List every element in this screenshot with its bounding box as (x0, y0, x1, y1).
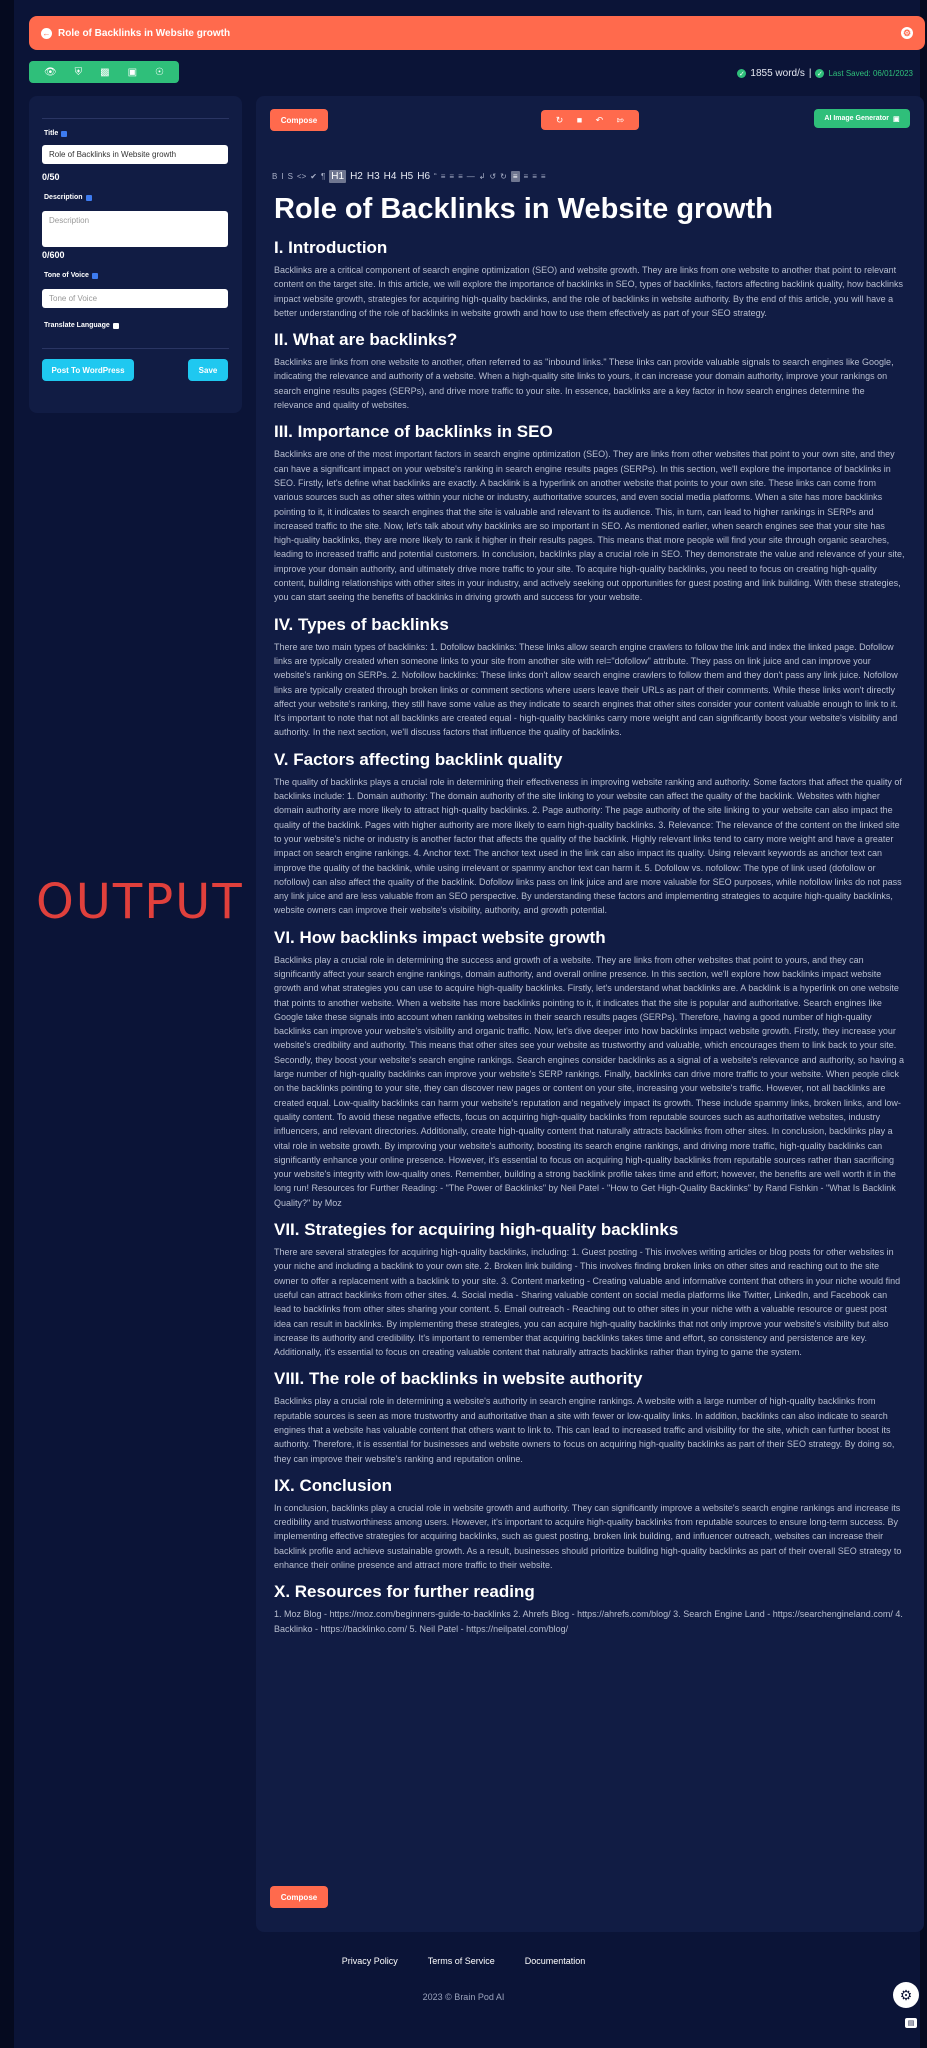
output-watermark: OUTPUT (36, 874, 244, 930)
h1-button[interactable]: H1 (331, 171, 345, 182)
footer-links (0, 1956, 927, 1966)
section-heading: II. What are backlinks? (274, 330, 458, 350)
section-body: 1. Moz Blog - https://moz.com/beginners-guide-to-backlinks 2. Ahrefs Blog - https://ahrefs.com/blog/ 3. Search Engine Land - https://searchengineland.com/ 4. Backlinko - https://backlinko.com/ 5. Neil Patel - https://neilpatel.com/blog/ (274, 1609, 903, 1634)
ai-image-label: AI Image Generator (824, 115, 889, 122)
sidebar-divider (42, 118, 229, 119)
word-rate: 1855 word/s (750, 68, 805, 79)
section-heading: V. Factors affecting backlink quality (274, 749, 563, 769)
description-textarea[interactable]: Description (42, 211, 228, 247)
tone-label: Tone of Voice (44, 272, 89, 279)
h6-button[interactable]: H6 (417, 171, 431, 182)
editor-actions (541, 110, 639, 130)
compose-button-bottom[interactable]: Compose (270, 1886, 328, 1908)
translate-label: Translate Language (44, 322, 110, 329)
section-heading: VII. Strategies for acquiring high-quality backlinks (274, 1220, 679, 1240)
shield-icon[interactable]: ⛨ (74, 66, 83, 78)
privacy-policy-link[interactable]: Privacy Policy (341, 1956, 398, 1966)
sidebar-divider (42, 348, 229, 349)
status-bar (737, 68, 913, 79)
task-list-button[interactable]: ≡ (458, 172, 463, 181)
document-title: Role of Backlinks in Website growth (58, 27, 231, 39)
quote-button[interactable]: “ (434, 172, 437, 181)
back-arrow-icon[interactable]: ← (42, 28, 51, 38)
documentation-link[interactable]: Documentation (524, 1956, 586, 1966)
section-body: Backlinks are links from one website to another, often referred to as "inbound links." These links can provide valuable signals to search engines like Google, indicating the relevance and authority of a website. When a high-quality site links to yours, it can increase your domain authority, improve your rankings on search engine results pages (SERPs), and drive more traffic to your site. In essence, backlinks are a key factor in how search engines determine the relevance and quality of websites. (274, 357, 894, 411)
section-heading: X. Resources for further reading (274, 1582, 535, 1602)
title-input[interactable]: Role of Backlinks in Website growth (42, 145, 228, 164)
settings-fab-gear-icon[interactable]: ⚙ (893, 1982, 919, 2008)
italic-button[interactable]: I (281, 172, 284, 181)
code-button[interactable]: <> (296, 172, 307, 181)
format-toolbar (272, 170, 546, 183)
article-title: Role of Backlinks in Website growth (274, 193, 773, 225)
view-toolbar (29, 61, 179, 83)
chat-icon[interactable]: ▤ (905, 2018, 917, 2028)
saved-check-icon: ✓ (817, 70, 823, 78)
chart-icon[interactable]: ▩ (100, 66, 110, 78)
ai-image-generator-button[interactable] (814, 109, 910, 128)
export-icon[interactable]: ⇰ (616, 114, 625, 125)
h5-button[interactable]: H5 (400, 171, 414, 182)
tone-input[interactable]: Tone of Voice (42, 289, 228, 308)
section-heading: IV. Types of backlinks (274, 614, 449, 634)
bullet-list-button[interactable]: ≡ (440, 172, 446, 181)
article-content[interactable] (274, 190, 906, 1636)
section-heading: VI. How backlinks impact website growth (274, 927, 606, 947)
title-checkbox[interactable] (61, 131, 67, 137)
align-center-button[interactable]: ≡ (523, 172, 529, 181)
align-justify-button[interactable]: ≡ (540, 172, 546, 181)
status-separator: | (808, 68, 812, 79)
ordered-list-button[interactable]: ≡ (449, 172, 455, 181)
h2-button[interactable]: H2 (350, 171, 363, 182)
terms-of-service-link[interactable]: Terms of Service (427, 1956, 495, 1966)
description-label-row (44, 194, 92, 201)
translate-checkbox[interactable] (113, 323, 119, 329)
compose-button[interactable]: Compose (270, 109, 328, 131)
tone-checkbox[interactable] (92, 273, 98, 279)
divider-button[interactable]: — (466, 172, 475, 181)
post-to-wordpress-button[interactable]: Post To WordPress (42, 359, 134, 381)
description-label: Description (44, 194, 83, 201)
paragraph-button[interactable]: ¶ (320, 172, 326, 181)
image-icon: ▣ (892, 115, 900, 123)
document-header (29, 16, 925, 50)
save-button[interactable]: Save (188, 359, 228, 381)
section-body: In conclusion, backlinks play a crucial role in website growth and authority. They can significantly improve a website's search engine rankings and increase its credibility and trustworthiness among users. However, it's important to acquire high-quality backlinks from reputable sources to ensure long-term success. By implementing effective strategies for acquiring backlinks, such as guest posting, broken link building, and influencer outreach, websites can increase their backlink profile and achieve sustainable growth. As a result, businesses should prioritize building high-quality backlinks as part of their overall SEO strategy to enhance their online presence and attract more traffic to their website. (274, 1502, 902, 1571)
copyright: 2023 © Brain Pod AI (422, 1992, 505, 2002)
translate-label-row (44, 322, 119, 329)
title-label-row (44, 130, 67, 137)
section-body: Backlinks are one of the most important factors in search engine optimization (SEO). They are links from other websites that point to your own site, and they can have a significant impact on your website's ranking in search engine results pages (SERPs). In this section, we'll explore the importance of backlinks in SEO. Firstly, let's define what backlinks are exactly. A backlink is a hyperlink on another website that points to your own site. These links can come from various sources such as other sites within your niche or industry, authoritative sources, and even social media platforms. When a site has more backlinks pointing to it, it indicates to search engines that the site is valuable and relevant to its audience. This, in turn, can lead to higher rankings in SERPs and increased traffic to the site. Now, let's talk about why backlinks are so important in SEO. As mentioned earlier, when search engines see that your site has high-quality backlinks, they are more likely to rank it higher in their results pages. This means that more people will find your site through organic searches, leading to increased traffic and potential customers. In conclusion, backlinks play a crucial role in SEO. They demonstrate the value and relevance of your site, improve your domain authority, and ultimately drive more traffic to your site. To acquire high-quality backlinks, you need to focus on creating high-quality content, building relationships with other sites in your industry, and actively seeking out opportunities for guest posting and link building. With these strategies, you can start seeing the benefits of backlinks in driving growth and success for your website. (274, 449, 905, 603)
section-body: Backlinks play a crucial role in determining the success and growth of a website. They are links from other websites that point to yours, and they can significantly affect your search engine rankings, domain authority, and overall online presence. In this section, we'll explore how backlinks impact website growth and what strategies you can use to acquire high-quality backlinks. Firstly, let's understand what backlinks are. A backlink is a hyperlink on one website that points to another website. When a website has more backlinks pointing to it, it indicates that the site is popular and authoritative. Search engines like Google take these signals into account when ranking websites in their search results pages (SERPs). Therefore, having a good number of high-quality backlinks can improve your website's visibility and organic traffic. Now, let's dive deeper into how backlinks impact website growth. Firstly, they increase your website's credibility and authority. This means that other sites see your website as trustworthy and valuable, which encourages them to link back to your site. Secondly, they boost your website's search engine rankings. Search engines consider backlinks as a signal of a website's relevance and authority, so having a large number of high-quality backlinks can improve your website's SERP rankings. Finally, backlinks can drive more traffic to your website. When people click on the backlinks pointing to your site, they can discover new pages or content on your site, increasing your website's traffic. However, not all backlinks are created equal. Low-quality backlinks can harm your website's reputation and negatively impact its growth. These include spammy links, broken links, and low-quality content. To avoid these negative effects, focus on acquiring high-quality backlinks from reputable sources such as authoritative websites, industry influencers, and relevant directories. Additionally, create high-quality content that naturally attracts backlinks from other sites. In conclusion, backlinks play a vital role in website growth. By improving your website's authority, boosting its search engine rankings, and driving more traffic, high-quality backlinks can significantly enhance your online presence. However, it's essential to focus on acquiring high-quality backlinks from reputable sources rather than sacrificing your website's integrity with low-quality ones. Remember, building a strong backlink profile takes time and effort; however, the benefits are well worth it in the long run! Resources for Further Reading: - "The Power of Backlinks" by Neil Patel - "How to Get High-Quality Backlinks" by Rand Fishkin - "What Is Backlink Quality?" by Moz (274, 954, 904, 1208)
section-heading: I. Introduction (274, 238, 388, 257)
title-counter: 0/50 (42, 172, 60, 182)
last-saved: Last Saved: 06/01/2023 (828, 69, 913, 78)
section-body: There are several strategies for acquiring high-quality backlinks, including: 1. Guest posting - This involves writing articles or blog posts for other websites in your niche and including a backlink to your own site. 2. Broken link building - This involves finding broken links on other sites and reaching out to the site owner to offer a replacement with a backlink to your site. 3. Content marketing - Creating valuable and informative content that others in your niche would find useful can attract backlinks from other sites. 4. Social media - Sharing valuable content on social media platforms like Twitter, LinkedIn, and Facebook can lead to backlinks from other sites sharing your content. 5. Email outreach - Reaching out to other sites in your niche with a valuable resource or guest post idea can result in backlinks. By implementing these strategies, you can acquire high-quality backlinks that not only improve your website's visibility but also increase its authority and credibility. It's important to remember that acquiring backlinks takes time and effort, so consistency and persistence are key. Additionally, it's essential to focus on creating valuable content that naturally attracts backlinks rather than trying to game the system. (274, 1247, 901, 1358)
align-right-button[interactable]: ≡ (532, 172, 537, 181)
check-button[interactable]: ✔ (310, 172, 317, 181)
mic-icon[interactable]: ☉ (155, 66, 164, 78)
undo-button[interactable]: ↺ (489, 172, 497, 181)
gear-icon[interactable]: ⚙ (902, 27, 912, 38)
section-heading: VIII. The role of backlinks in website authority (274, 1369, 643, 1389)
title-label: Title (44, 130, 59, 137)
eye-icon[interactable]: 👁 (43, 66, 57, 78)
h4-button[interactable]: H4 (383, 171, 397, 182)
card-icon[interactable]: ▣ (127, 66, 138, 78)
editor-panel (256, 96, 924, 1932)
description-checkbox[interactable] (86, 195, 92, 201)
h3-button[interactable]: H3 (366, 171, 380, 182)
section-body: There are two main types of backlinks: 1. Dofollow backlinks: These links allow search engine crawlers to follow the link and index the linked page. Dofollow links are typically created when someone links to your site from another site with rel="dofollow" attribute. They pass on link juice and can improve your website's ranking on SERPs. 2. Nofollow backlinks: These links don't allow search engine crawlers to follow them and they don't pass any link juice. Nofollow links are typically created through broken links or comment sections where users leave their URLs as part of their comments. While these links won't directly affect your website's ranking, they still have some value as they indicate to search engines that other sites consider your content valuable enough to link to it. It's important to note that not all backlinks are created equal - high-quality backlinks carry more weight and can significantly boost your website's visibility and authority. In the next section, we'll discuss factors that influence the quality of backlinks. (274, 641, 898, 738)
section-body: The quality of backlinks plays a crucial role in determining their effectiveness in improving website ranking and authority. Some factors that affect the quality of backlinks include: 1. Domain authority: The domain authority of the site linking to your website can affect the quality of the backlink. Websites with higher domain authority are more likely to attract high-quality backlinks. 2. Page authority: The page authority of the site linking to your website can also impact the quality of the backlink. Pages with higher authority are more likely to earn high-quality backlinks. 3. Relevance: The relevance of the content on the linked site to your website's niche or industry is another factor that affects the quality of the backlink. Highly relevant links tend to carry more weight and have a greater impact on search engine rankings. 4. Anchor text: The anchor text used in the link can also impact its quality. Using relevant keywords as anchor text can improve the quality of the backlink, while using irrelevant or spammy anchor text can harm it. 5. Dofollow vs. nofollow: The type of link used (dofollow or nofollow) can also affect the quality of the backlink. Dofollow links pass on link juice and are more valuable for SEO purposes, while nofollow links do not pass any link juice and are less valuable from an SEO perspective. By understanding these factors and implementing strategies to acquire high-quality backlinks, website owners can improve their website's visibility, authority, and growth potential. (274, 776, 902, 916)
undo-icon[interactable]: ↶ (595, 114, 604, 125)
bold-button[interactable]: B (272, 172, 278, 181)
section-body: Backlinks are a critical component of search engine optimization (SEO) and website growth. They are links from one website to another that point to relevant content on the target site. In this article, we will explore the importance of backlinks in SEO, types of backlinks, factors affecting backlink quality, how backlinks impact website growth, strategies for acquiring high-quality backlinks, and the role of backlinks in website authority. By the end of this article, you will have a better understanding of the role of backlinks in website growth and how to use them effectively as part of your SEO strategy. (274, 265, 903, 318)
save-disk-icon[interactable]: ■ (576, 115, 583, 125)
left-frame (0, 0, 14, 2048)
section-heading: III. Importance of backlinks in SEO (274, 422, 553, 442)
section-heading: IX. Conclusion (274, 1475, 393, 1495)
section-body: Backlinks play a crucial role in determining a website's authority in search engine rankings. A website with a large number of high-quality backlinks from reputable sources is seen as more trustworthy and authoritative than a site with fewer or low-quality links. In addition, backlinks can also indicate to search engines that a website has valuable content that others want to link to. This can lead to increased traffic and visibility for the site, which can further boost its authority. Therefore, it is essential for businesses and website owners to focus on acquiring high-quality backlinks as part of their SEO strategy. By doing so, they can improve their website's ranking and reputation online. (274, 1396, 895, 1464)
redo-button[interactable]: ↻ (500, 172, 507, 181)
align-left-button[interactable]: ≡ (512, 172, 518, 181)
settings-sidebar (29, 96, 242, 413)
line-break-button[interactable]: ↲ (478, 172, 486, 181)
check-circle-icon: ✓ (738, 70, 745, 78)
strike-button[interactable]: S (287, 172, 293, 181)
tone-label-row (44, 272, 98, 279)
refresh-icon[interactable]: ↻ (555, 114, 564, 125)
description-counter: 0/600 (42, 250, 65, 260)
